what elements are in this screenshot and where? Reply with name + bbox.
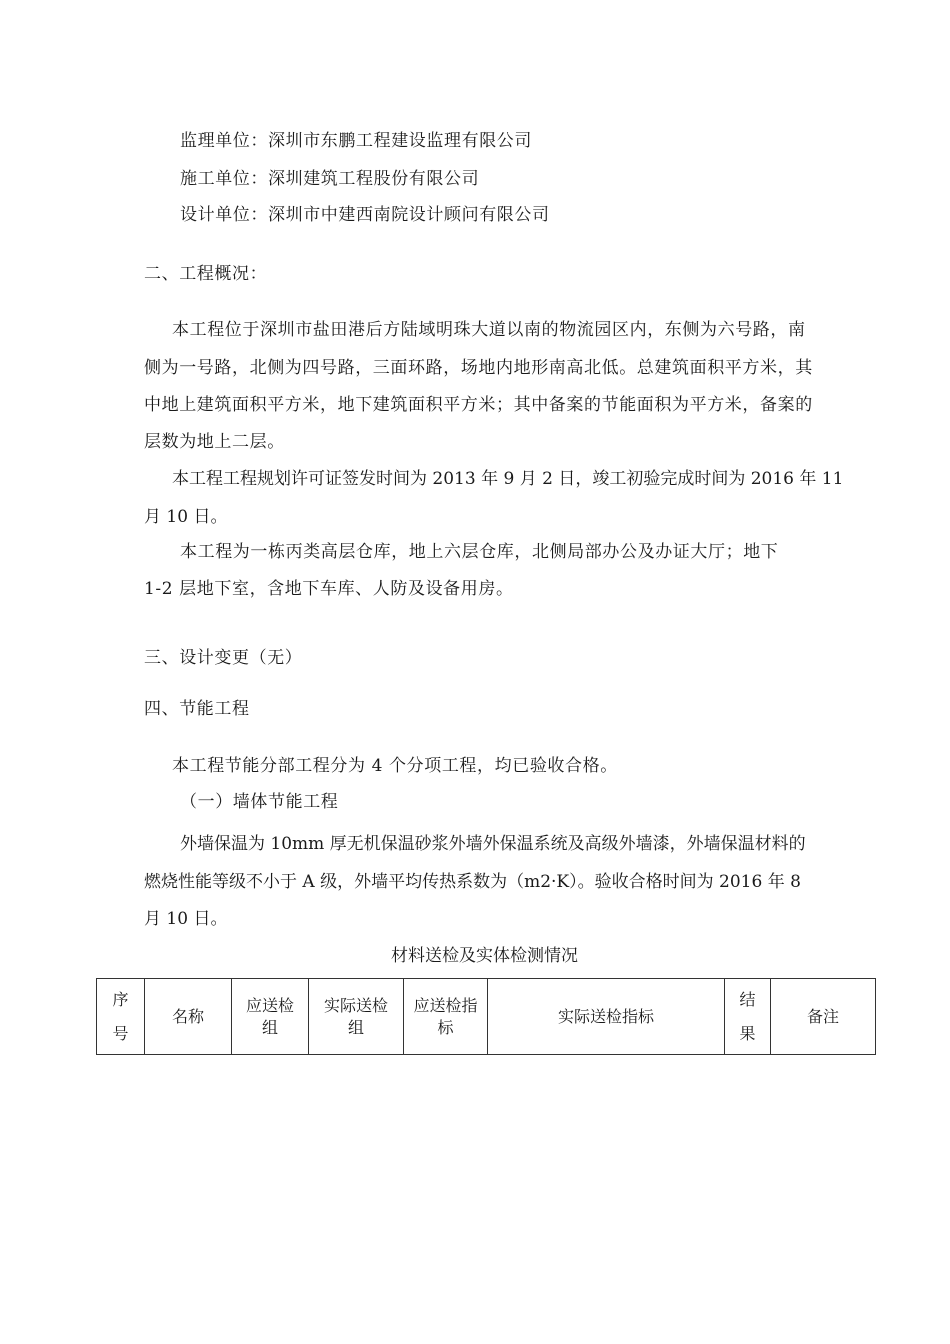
overview-para3-line1: 本工程为一栋丙类高层仓库，地上六层仓库，北侧局部办公及办证大厅；地下: [180, 542, 779, 562]
header-name: 名称: [145, 979, 232, 1055]
overview-para3-line2: 1-2 层地下室，含地下车库、人防及设备用房。: [144, 579, 514, 599]
overview-para1-line4: 层数为地上二层。: [144, 432, 285, 452]
header-seq: 序 号: [97, 979, 145, 1055]
header-remarks: 备注: [771, 979, 876, 1055]
overview-para2-line2: 月 10 日。: [144, 507, 228, 527]
section-heading-overview: 二、工程概况：: [144, 264, 268, 284]
header-result: 结 果: [725, 979, 771, 1055]
table-caption: 材料送检及实体检测情况: [391, 946, 578, 966]
header-required-index: 应送检指 标: [404, 979, 488, 1055]
supervision-unit: 监理单位：深圳市东鹏工程建设监理有限公司: [180, 131, 532, 151]
wall-para-line2: 燃烧性能等级不小于 A 级，外墙平均传热系数为（m2·K）。验收合格时间为 2016 年 8: [144, 872, 801, 892]
table-header-row: [97, 979, 876, 1055]
header-actual-groups: 实际送检 组: [309, 979, 404, 1055]
header-required-groups: 应送检 组: [232, 979, 309, 1055]
subsection-heading-wall: （一）墙体节能工程: [180, 792, 339, 812]
section-heading-design-change: 三、设计变更（无）: [144, 648, 303, 668]
energy-summary: 本工程节能分部工程分为 4 个分项工程，均已验收合格。: [172, 756, 618, 776]
overview-para2-line1: 本工程工程规划许可证签发时间为 2013 年 9 月 2 日，竣工初验完成时间为 2016 年 11: [172, 469, 844, 489]
header-actual-index: 实际送检指标: [488, 979, 725, 1055]
design-unit: 设计单位：深圳市中建西南院设计顾问有限公司: [180, 205, 550, 225]
section-heading-energy: 四、节能工程: [144, 699, 250, 719]
construction-unit: 施工单位：深圳建筑工程股份有限公司: [180, 169, 480, 189]
overview-para1-line1: 本工程位于深圳市盐田港后方陆域明珠大道以南的物流园区内，东侧为六号路，南: [172, 320, 806, 340]
inspection-table: [96, 978, 876, 1055]
wall-para-line1: 外墙保温为 10mm 厚无机保温砂浆外墙外保温系统及高级外墙漆，外墙保温材料的: [180, 834, 806, 854]
overview-para1-line3: 中地上建筑面积平方米，地下建筑面积平方米；其中备案的节能面积为平方米，备案的: [144, 395, 813, 415]
overview-para1-line2: 侧为一号路，北侧为四号路，三面环路，场地内地形南高北低。总建筑面积平方米，其: [144, 358, 813, 378]
wall-para-line3: 月 10 日。: [144, 909, 228, 929]
